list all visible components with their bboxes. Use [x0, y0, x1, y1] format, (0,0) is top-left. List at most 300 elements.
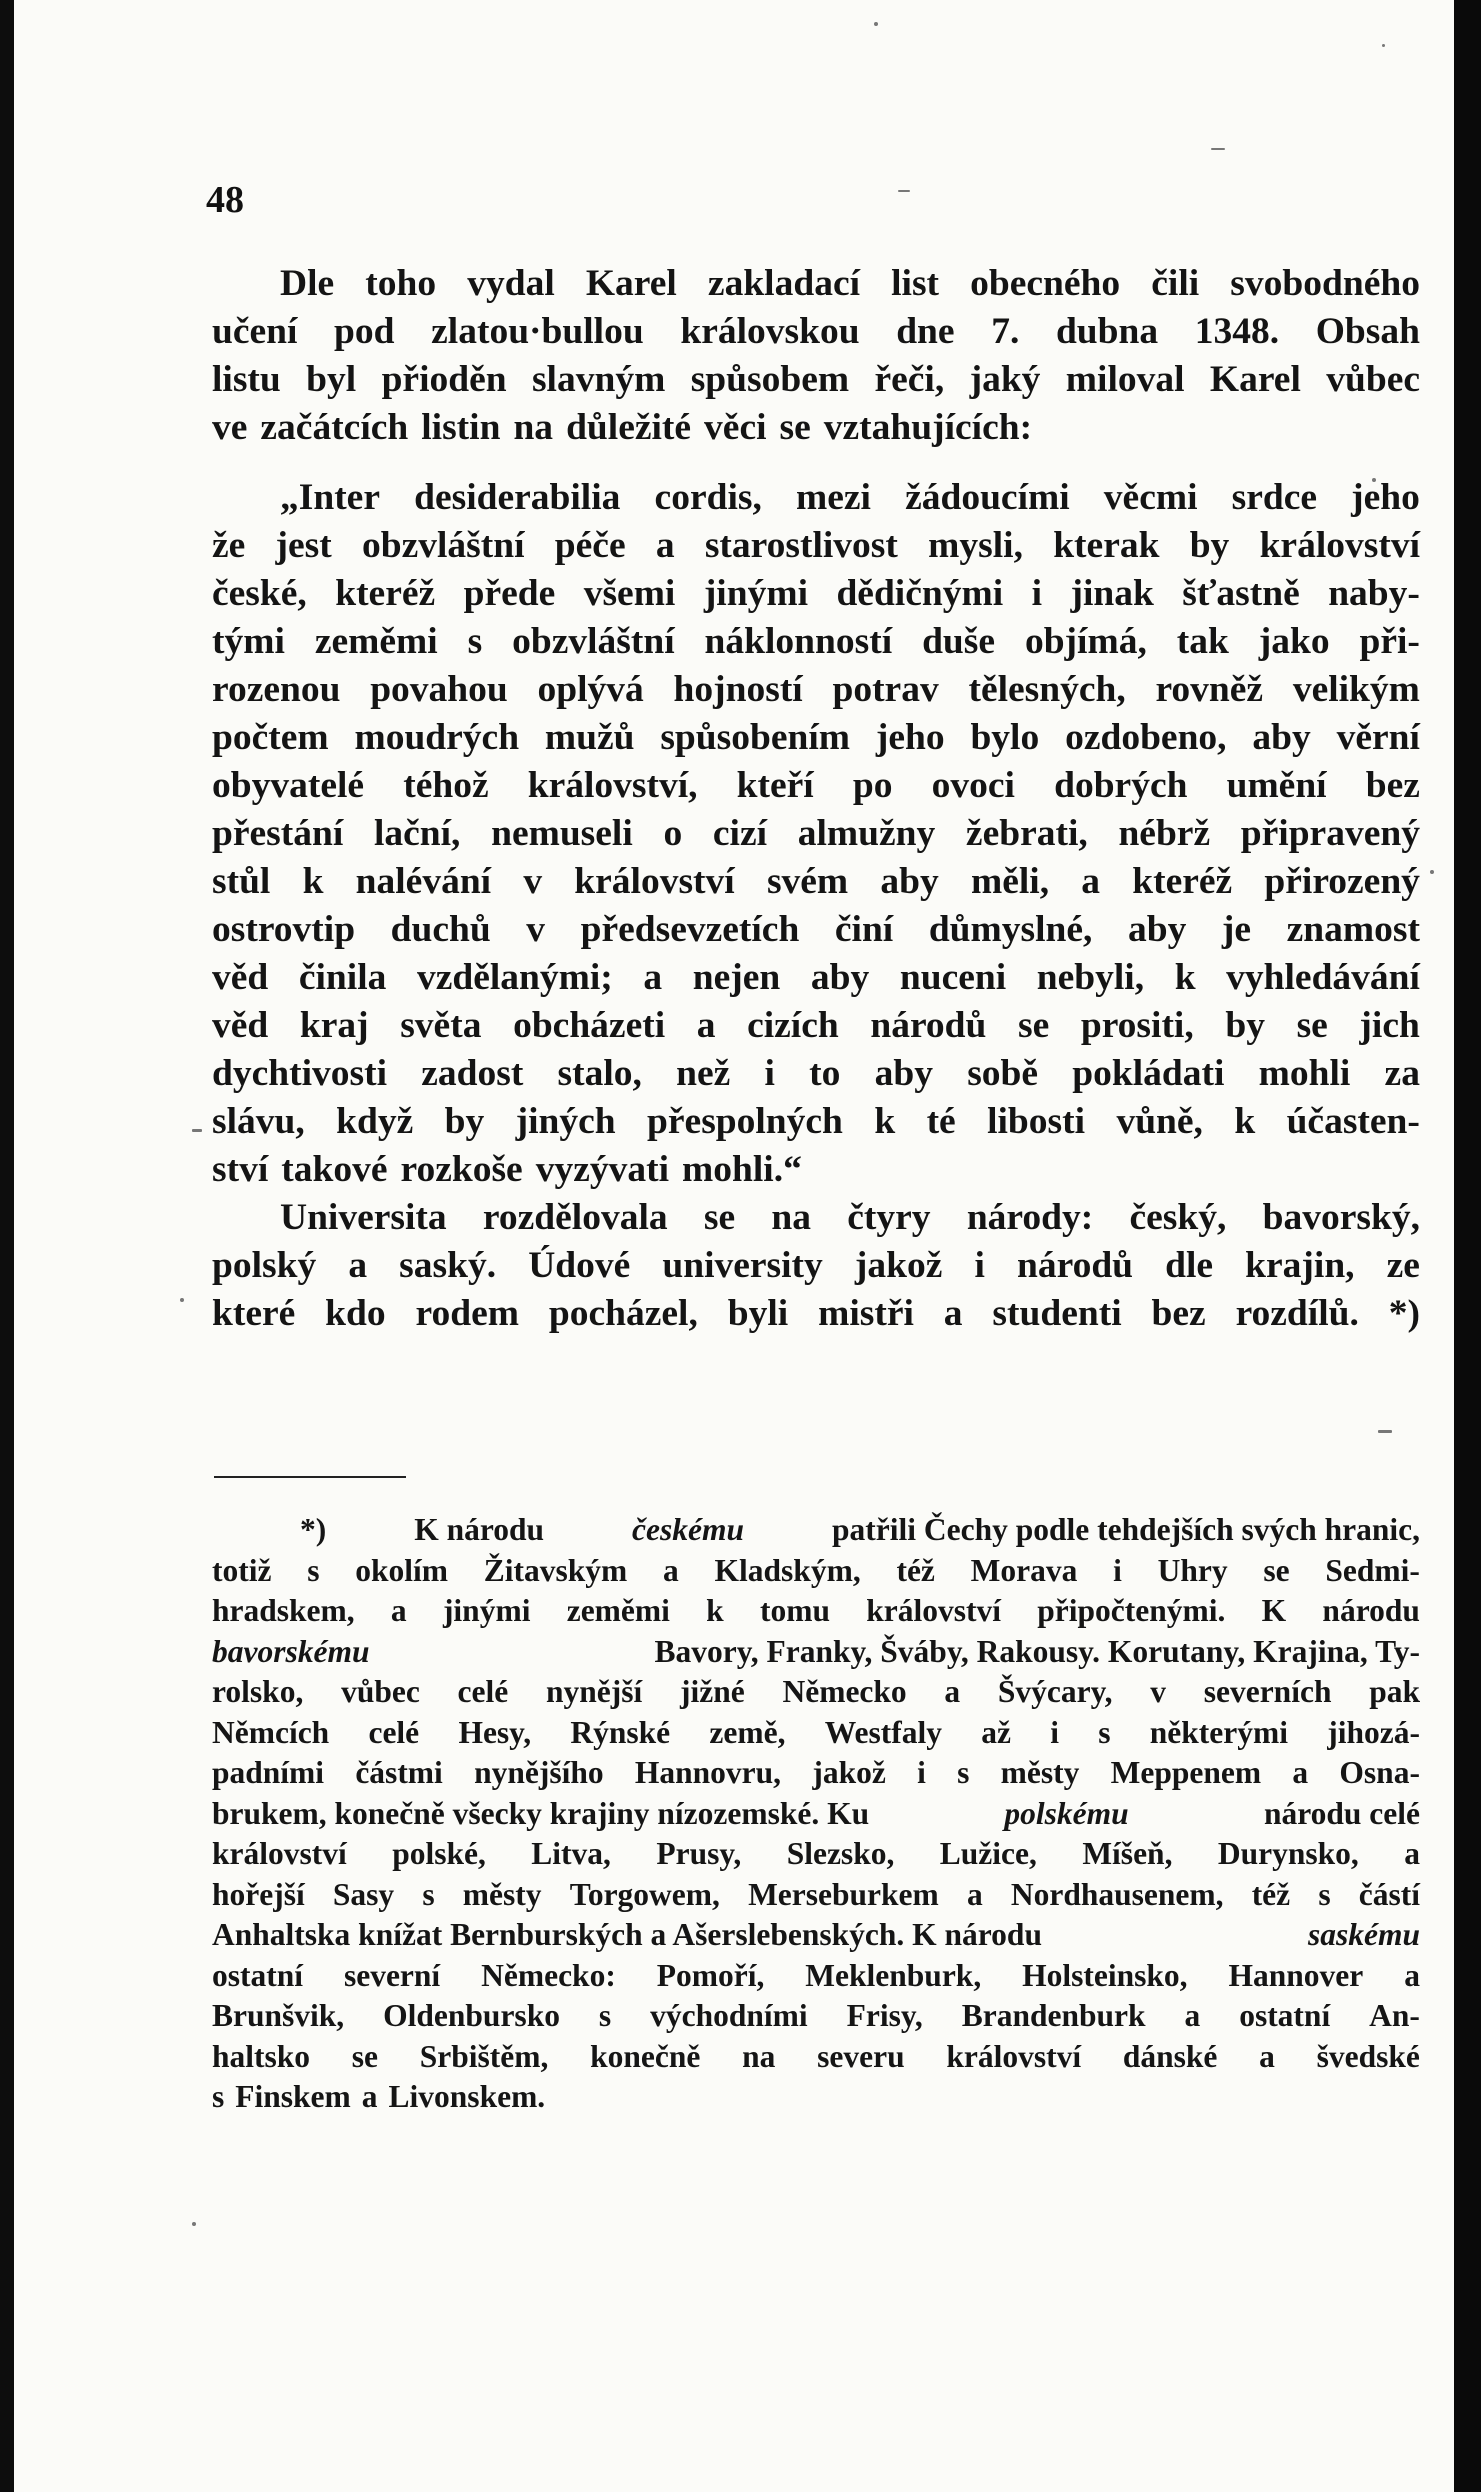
word: na [513, 407, 554, 448]
word: a [943, 1293, 963, 1334]
word: jihozá- [1327, 1714, 1420, 1750]
word: přestání [212, 813, 344, 854]
word: než [676, 1053, 731, 1094]
word: částí [1358, 1876, 1420, 1912]
word: rozkoše [400, 1149, 523, 1190]
text-line [212, 714, 1420, 762]
word: saský. [399, 1245, 497, 1286]
word: důležité [566, 407, 692, 448]
word: jaký [969, 359, 1041, 400]
word: městy [1000, 1755, 1080, 1790]
footnote-divider [214, 1476, 406, 1478]
word: královskou [680, 311, 860, 352]
word: university [662, 1245, 823, 1286]
scan-speck [192, 1129, 202, 1132]
word: a [361, 2079, 378, 2114]
word: a [1292, 1755, 1309, 1790]
footnote-line [212, 1551, 1420, 1592]
word: království [946, 2038, 1082, 2074]
word: vztahujících: [823, 407, 1033, 448]
word: mysli, [928, 525, 1023, 566]
word: království [1259, 525, 1420, 566]
word: jeho [875, 717, 945, 758]
word: se [1018, 1005, 1050, 1046]
word: srdce [1231, 477, 1318, 518]
scan-left-edge [0, 0, 14, 2492]
word: Rýnské [570, 1714, 671, 1750]
word: věci [704, 407, 767, 448]
word: i [1050, 1714, 1059, 1750]
word: nuceni [899, 957, 1007, 998]
word: vůbec [1326, 359, 1420, 400]
word: jinak [1070, 573, 1154, 614]
word: hojností [673, 669, 803, 710]
word: mohli.“ [682, 1149, 802, 1190]
word: umění [1226, 765, 1327, 806]
word: bavorský, [1262, 1197, 1420, 1238]
word: cordis, [654, 477, 762, 518]
word: Pomoří, [656, 1957, 765, 1993]
word: spůsobem [690, 359, 850, 400]
word: předsevzetích [580, 909, 800, 950]
word: nemuseli [491, 813, 633, 854]
word: náklonností [704, 621, 893, 662]
word: jich [1359, 1005, 1420, 1046]
word: Švýcary, [997, 1674, 1113, 1709]
word: jinými [703, 573, 808, 614]
word: povahou [370, 669, 508, 710]
word: pak [1369, 1674, 1420, 1709]
text-line [212, 618, 1420, 666]
word: dánské [1122, 2038, 1218, 2074]
word: zakladací [707, 263, 861, 304]
word: An- [1369, 1998, 1420, 2033]
word: světa [400, 1005, 482, 1046]
word: které [212, 1293, 296, 1334]
word: přede [463, 573, 556, 614]
word: jakož [812, 1755, 886, 1790]
word: duchů [390, 909, 491, 950]
word: kdo [325, 1293, 386, 1334]
footnote-line [212, 2037, 1420, 2078]
word: měli, [970, 861, 1050, 902]
word: stůl [212, 861, 271, 902]
word: a [944, 1674, 961, 1709]
word: Sedmi- [1325, 1552, 1420, 1588]
word: že [212, 525, 246, 566]
word: a [1184, 1998, 1201, 2033]
word: čili [1151, 263, 1200, 304]
scan-speck [1382, 44, 1385, 47]
word: jako [1258, 621, 1330, 662]
word: zeměmi [314, 621, 438, 662]
word: okolím [355, 1552, 448, 1588]
text-line [212, 260, 1420, 308]
word: krajin, [1245, 1245, 1355, 1286]
footnote-line: brukem, konečně všecky krajiny nízozemské. Ku polskému národu celé [212, 1795, 1420, 1831]
word: kraj [299, 1005, 369, 1046]
word: velikým [1292, 669, 1420, 710]
word: v [523, 861, 543, 902]
word: Prusy, [656, 1836, 742, 1871]
word: český, [1129, 1197, 1227, 1238]
word: království [212, 1836, 347, 1871]
word: země, [709, 1714, 786, 1750]
word: počtem [212, 717, 329, 758]
word: se [1296, 1005, 1328, 1046]
page-number: 48 [206, 179, 244, 221]
word: se [779, 407, 811, 448]
word: a [1259, 2038, 1275, 2074]
word: po [852, 765, 893, 806]
word: věcmi [1103, 477, 1198, 518]
book-page [14, 0, 1454, 2492]
word: až [981, 1714, 1011, 1750]
text-line [212, 308, 1420, 356]
footnote-line [212, 1591, 1420, 1632]
scan-speck [180, 1298, 184, 1302]
scan-speck [192, 2222, 196, 2226]
word: národů [1017, 1245, 1134, 1286]
word: péče [554, 525, 626, 566]
footnote-line [212, 1834, 1420, 1875]
word: Morava [970, 1552, 1078, 1588]
word: Srbištěm, [419, 2038, 549, 2074]
word: rolsko, [212, 1674, 304, 1709]
word: vydal [467, 263, 555, 304]
word: obecného [970, 263, 1121, 304]
word: „Inter [280, 477, 380, 518]
word: i [917, 1755, 926, 1790]
word: a [966, 1876, 983, 1912]
word: Merseburkem [748, 1876, 939, 1912]
text-line [212, 522, 1420, 570]
word: věrní [1336, 717, 1420, 758]
word: nébrž [1118, 813, 1211, 854]
text-line [212, 1050, 1420, 1098]
word: rozdílů. [1235, 1293, 1359, 1334]
word: vyzývati [535, 1149, 670, 1190]
word: téhož [403, 765, 489, 806]
word: dychtivosti [212, 1053, 388, 1094]
text-line [212, 1146, 1420, 1194]
word: pod [334, 311, 395, 352]
word: tělesných, [968, 669, 1126, 710]
footnote-line [212, 1996, 1420, 2037]
word: království [866, 1593, 1001, 1628]
footnote [212, 1510, 1420, 2118]
word: Hesy, [458, 1714, 532, 1750]
word: a [655, 525, 675, 566]
word: Hannovru, [634, 1755, 782, 1790]
word: aby [1252, 717, 1311, 758]
word: též [896, 1552, 935, 1588]
word: naby- [1328, 573, 1420, 614]
word: Durynsko, [1217, 1836, 1359, 1871]
word: by [444, 1101, 485, 1142]
word: moudrých [354, 717, 520, 758]
word: o [663, 813, 683, 854]
footnote-line: *) K národu českému patřili Čechy podle tehdejších svých hranic, [212, 1510, 1420, 1551]
text-line [212, 356, 1420, 404]
word: národy: [966, 1197, 1094, 1238]
word: k [302, 861, 324, 902]
word: mezi [795, 477, 871, 518]
word: s [1098, 1714, 1111, 1750]
word: dobrých [1054, 765, 1188, 806]
word: obzvláštní [512, 621, 675, 662]
word: Brunšvik, [212, 1998, 345, 2033]
word: když [336, 1101, 414, 1142]
word: Německo [782, 1674, 907, 1709]
word: list [891, 263, 940, 304]
word: jižné [680, 1674, 745, 1709]
word: aby [1127, 909, 1187, 950]
word: zadost [421, 1053, 524, 1094]
word: takové [281, 1149, 388, 1190]
word: Frisy, [846, 1998, 923, 2033]
word: a [390, 1593, 407, 1628]
word: mistři [818, 1293, 914, 1334]
word: některými [1149, 1714, 1288, 1750]
word: české, [212, 573, 307, 614]
word: 7. [991, 311, 1020, 352]
word: národu [1322, 1593, 1420, 1628]
word: cizích [747, 1005, 839, 1046]
scan-right-edge [1454, 0, 1481, 2492]
word: jakož [854, 1245, 943, 1286]
word: zlatou·bullou [431, 311, 644, 352]
main-text [212, 260, 1420, 1338]
word: a [1404, 1957, 1420, 1993]
word: Oldenbursko [383, 1998, 560, 2033]
word: celé [457, 1674, 509, 1709]
word: nejen [692, 957, 781, 998]
word: se [1263, 1552, 1290, 1588]
word: s [307, 1552, 320, 1588]
word: studenti [992, 1293, 1122, 1334]
word: Brandenburk [961, 1998, 1146, 2033]
word: s [467, 621, 483, 662]
text-line [212, 1002, 1420, 1050]
word: Dle [280, 263, 335, 304]
word: dle [1165, 1245, 1214, 1286]
word: byli [727, 1293, 789, 1334]
word: ostatní [1239, 1998, 1331, 2033]
text-line [212, 1194, 1420, 1242]
word: rozdělovala [482, 1197, 668, 1238]
word: by [1225, 1005, 1265, 1046]
word: objímá, [1024, 621, 1147, 662]
word: i [764, 1053, 775, 1094]
word: severních [1203, 1674, 1332, 1709]
footnote-line [212, 1956, 1420, 1997]
word: Meppenem [1110, 1755, 1262, 1790]
word: bez [1365, 765, 1420, 806]
word: Finskem [235, 2079, 351, 2114]
word: Karel [585, 263, 677, 304]
word: při- [1359, 621, 1420, 662]
word: Německo: [481, 1957, 616, 1993]
word: přirozený [1264, 861, 1420, 902]
word: jeho [1351, 477, 1420, 518]
word: polský [212, 1245, 317, 1286]
footnote-line [212, 2077, 1420, 2118]
word: k [874, 1101, 896, 1142]
word: vzdělanými; [416, 957, 613, 998]
word: hořejší [212, 1876, 305, 1912]
word: království, [527, 765, 698, 806]
word: dědičnými [836, 573, 1004, 614]
text-line [212, 1290, 1420, 1338]
footnote-line [212, 1713, 1420, 1754]
word: kteréž [1132, 861, 1233, 902]
word: padními [212, 1755, 325, 1790]
word: Torgowem, [569, 1876, 720, 1912]
word: bylo [970, 717, 1040, 758]
word: dubna [1055, 311, 1159, 352]
word: činila [298, 957, 387, 998]
word: též [1251, 1876, 1291, 1912]
word: městy [462, 1876, 542, 1912]
word: jinými [442, 1593, 531, 1628]
scan-speck [1430, 870, 1434, 874]
text-line [212, 666, 1420, 714]
word: ství [212, 1149, 269, 1190]
word: Údové [528, 1245, 631, 1286]
word: oplývá [537, 669, 644, 710]
word: mohli [1258, 1053, 1351, 1094]
word: cizí [712, 813, 768, 854]
word: nalévání [355, 861, 492, 902]
word: kteří [736, 765, 814, 806]
word: s [598, 1998, 612, 2033]
word: slávu, [212, 1101, 305, 1142]
word: potrav [832, 669, 939, 710]
footnote-line [212, 1672, 1420, 1713]
word: severní [343, 1957, 441, 1993]
word: s [957, 1755, 970, 1790]
text-line [212, 570, 1420, 618]
word: Meklenburk, [805, 1957, 982, 1993]
word: Hannover [1228, 1957, 1364, 1993]
word: přioděn [381, 359, 507, 400]
word: aby [874, 1053, 933, 1094]
footnote-line [212, 1753, 1420, 1794]
word: Osna- [1339, 1755, 1420, 1790]
scan-speck [1211, 148, 1225, 150]
word: věd [212, 957, 269, 998]
word: ovoci [931, 765, 1015, 806]
word: a [348, 1245, 368, 1286]
word: i [1031, 573, 1042, 614]
word: vůně, [1116, 1101, 1203, 1142]
word: v [1150, 1674, 1166, 1709]
word: pokládati [1072, 1053, 1225, 1094]
word: obcházeti [513, 1005, 666, 1046]
word: činí [834, 909, 894, 950]
word: prositi, [1080, 1005, 1194, 1046]
word: starostlivost [704, 525, 898, 566]
word: almužny [797, 813, 936, 854]
word: na [771, 1197, 812, 1238]
word: východními [650, 1998, 808, 2033]
word: toho [365, 263, 437, 304]
word: polské, [392, 1836, 486, 1871]
word: *) [1388, 1293, 1420, 1334]
word: za [1384, 1053, 1420, 1094]
word: spůsobením [660, 717, 851, 758]
text-line [212, 954, 1420, 1002]
word: důmyslné, [928, 909, 1093, 950]
word: duše [922, 621, 996, 662]
word: Litva, [531, 1836, 611, 1871]
word: severu [817, 2038, 905, 2074]
word: žebrati, [965, 813, 1088, 854]
word: i [1113, 1552, 1122, 1588]
text-line [212, 404, 1420, 452]
word: Kladským, [714, 1552, 861, 1588]
word: a [663, 1552, 679, 1588]
word: listu [212, 359, 281, 400]
word: byl [306, 359, 357, 400]
word: Slezsko, [786, 1836, 895, 1871]
word: by [1189, 525, 1230, 566]
word: s [422, 1876, 435, 1912]
word: kterak [1053, 525, 1160, 566]
word: účasten- [1286, 1101, 1420, 1142]
word: švedské [1316, 2038, 1420, 2074]
word: bez [1151, 1293, 1206, 1334]
word: vyhledávání [1226, 957, 1420, 998]
word: Holsteinsko, [1022, 1957, 1188, 1993]
word: sobě [967, 1053, 1039, 1094]
word: dne [896, 311, 955, 352]
word: to [809, 1053, 841, 1094]
word: a [1404, 1836, 1420, 1871]
word: s [1318, 1876, 1331, 1912]
word: nynějšího [474, 1755, 604, 1790]
word: částmi [355, 1755, 443, 1790]
word: té [926, 1101, 956, 1142]
word: Obsah [1315, 311, 1420, 352]
word: kteréž [335, 573, 436, 614]
word: učení [212, 311, 298, 352]
word: připočtenými. [1037, 1593, 1226, 1628]
word: slavným [531, 359, 666, 400]
text-line [212, 474, 1420, 522]
word: i [974, 1245, 985, 1286]
word: Míšeň, [1082, 1836, 1173, 1871]
word: Livonskem. [388, 2079, 546, 2114]
word: ozdobeno, [1065, 717, 1227, 758]
word: hradskem, [212, 1593, 355, 1628]
word: Westfaly [824, 1714, 942, 1750]
word: svobodného [1230, 263, 1420, 304]
word: k [1174, 957, 1196, 998]
text-line [212, 858, 1420, 906]
word: je [1221, 909, 1252, 950]
word: všemi [583, 573, 676, 614]
word: ve [212, 407, 248, 448]
word: obzvláštní [362, 525, 525, 566]
word: totiž [212, 1552, 272, 1588]
word: rodem [415, 1293, 519, 1334]
scan-speck [874, 22, 878, 26]
word: Karel [1209, 359, 1301, 400]
word: znamost [1286, 909, 1420, 950]
footnote-line: Anhaltska knížat Bernburských a Ašerslebenských. K národu saskému [212, 1917, 1420, 1952]
